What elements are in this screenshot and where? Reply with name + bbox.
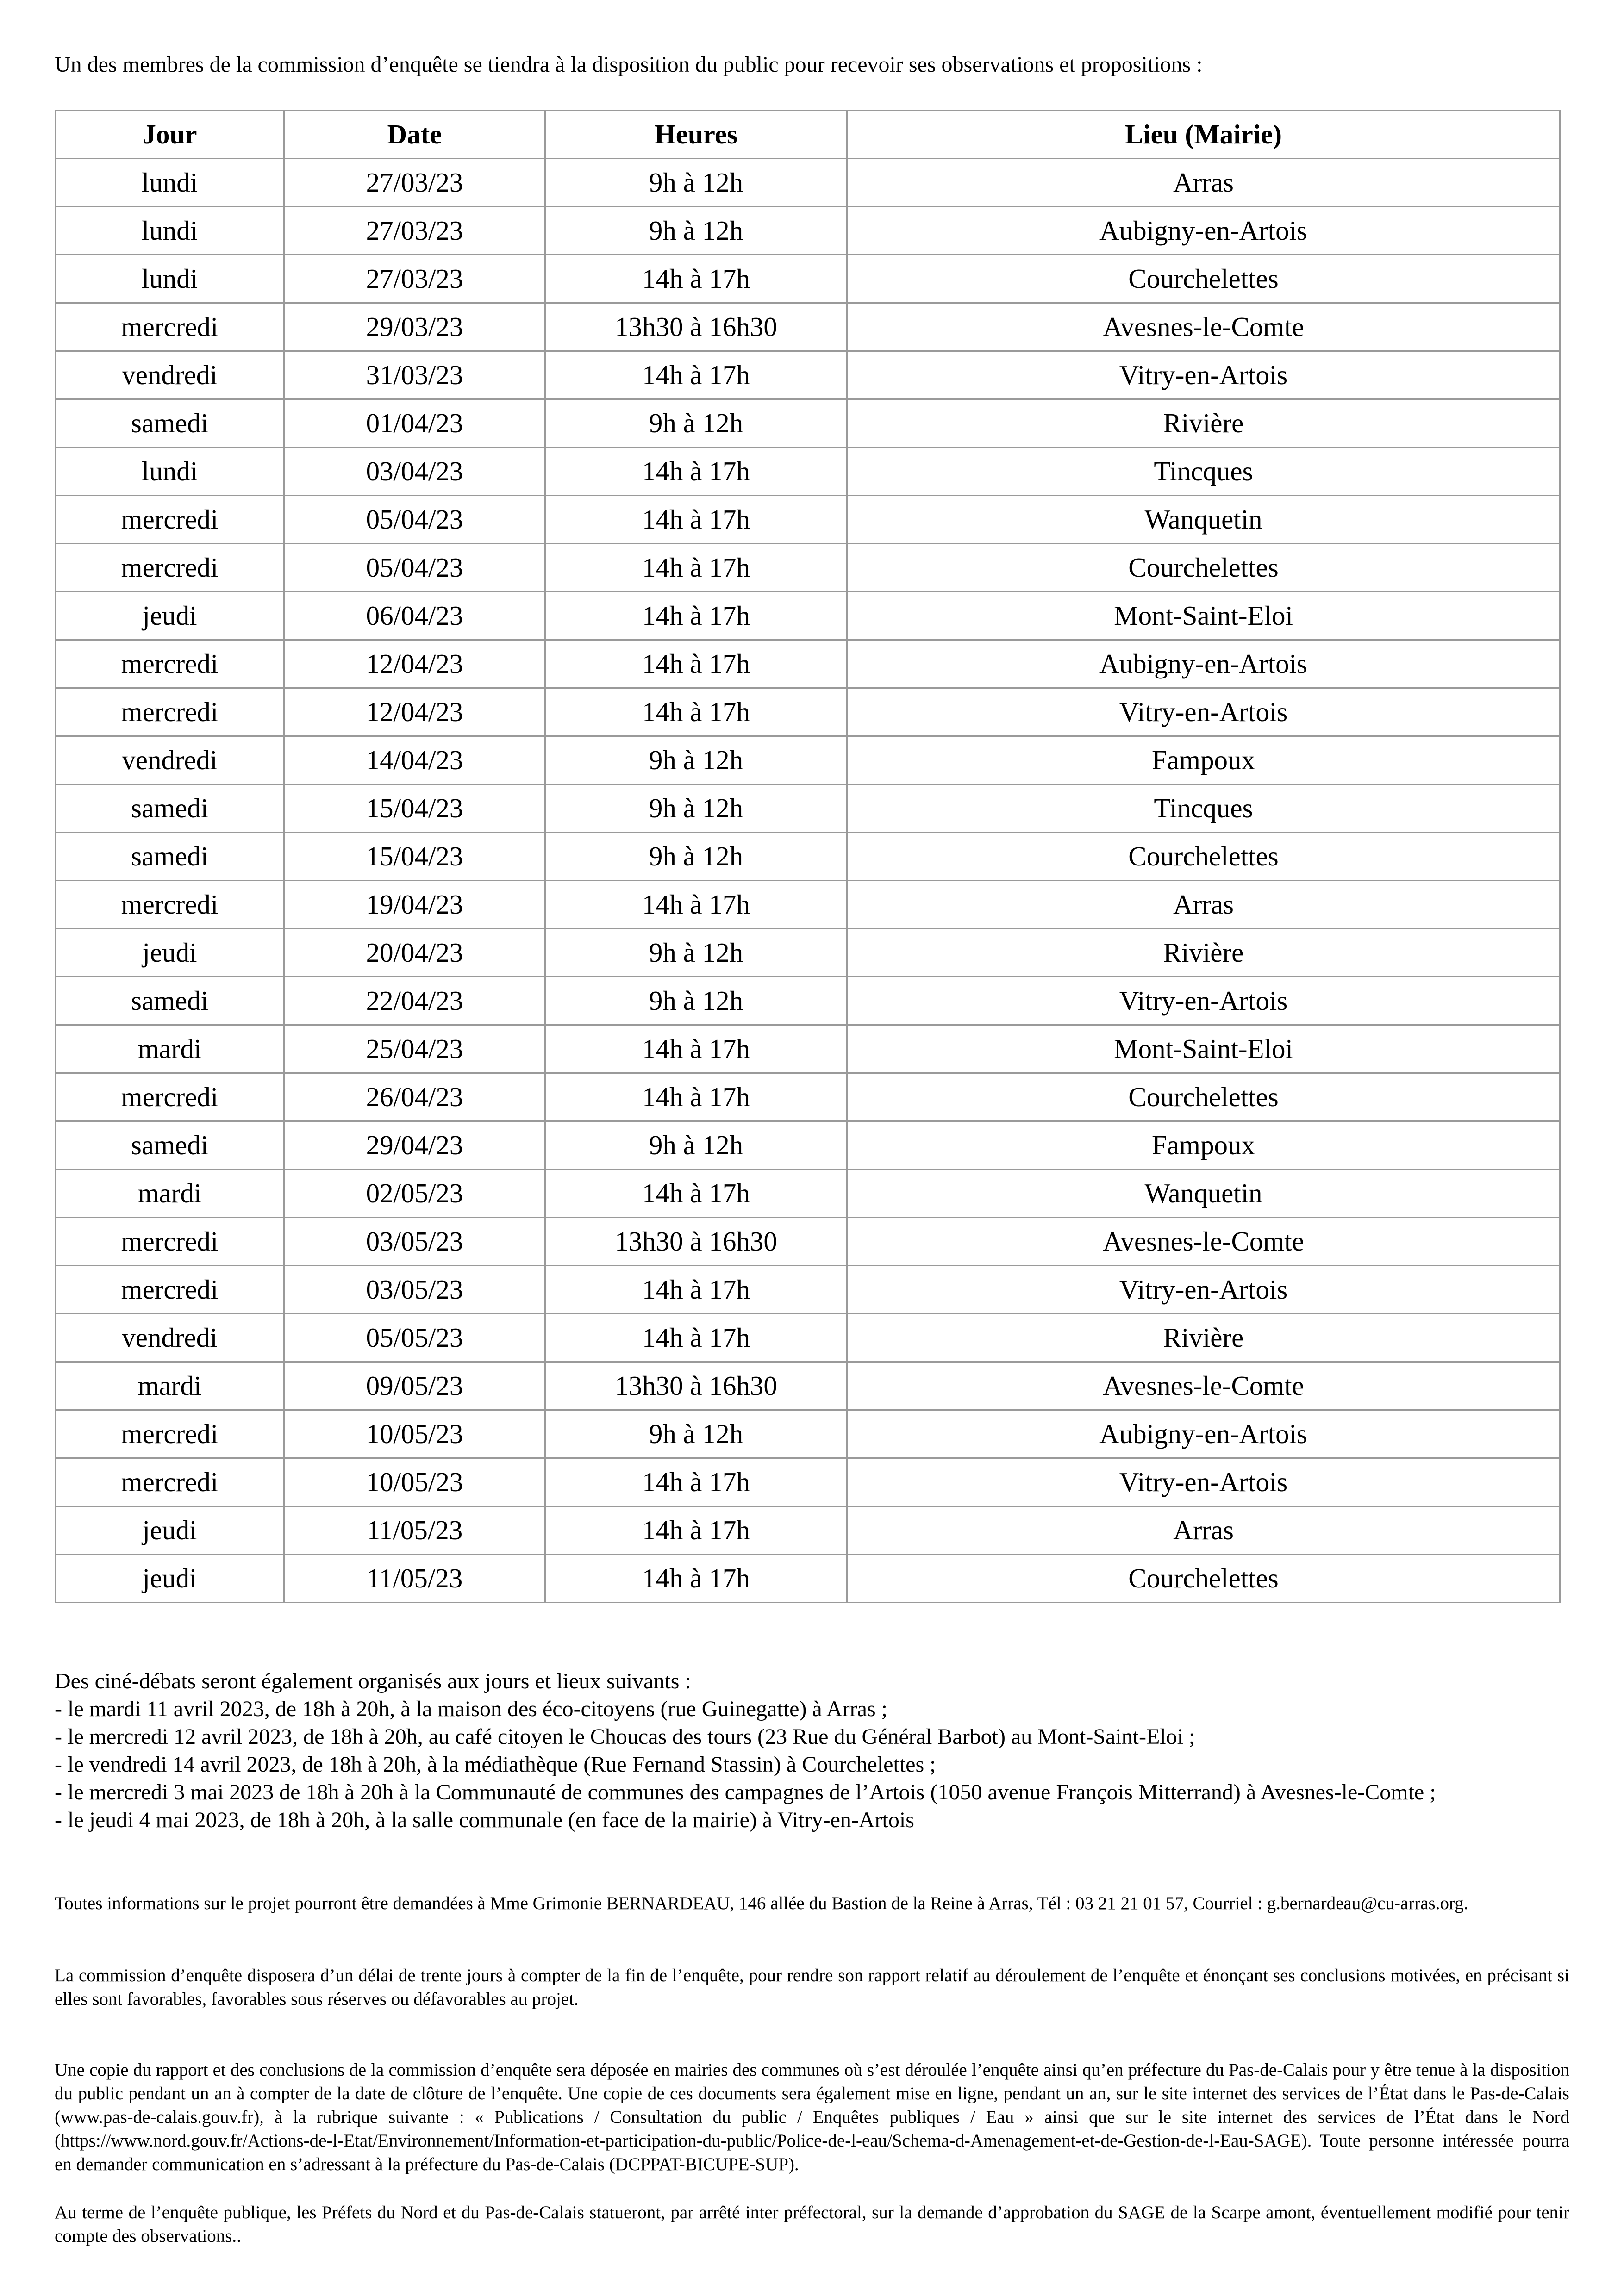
table-row: [56, 496, 1560, 544]
cell-date: 25/04/23: [284, 1025, 545, 1073]
cell-lieu: Courchelettes: [847, 1555, 1560, 1603]
cell-lieu: Mont-Saint-Eloi: [847, 1025, 1560, 1073]
cell-date: 14/04/23: [284, 736, 545, 784]
table-row: [56, 1506, 1560, 1555]
cine-item: - le mardi 11 avril 2023, de 18h à 20h, à la maison des éco-citoyens (rue Guinegatte) à Arras ;: [55, 1697, 887, 1721]
table-row: [56, 592, 1560, 640]
cell-jour: mercredi: [56, 640, 284, 688]
cell-lieu: Vitry-en-Artois: [847, 351, 1560, 399]
cell-jour: lundi: [56, 159, 284, 207]
table-row: [56, 1410, 1560, 1458]
cell-lieu: Rivière: [847, 929, 1560, 977]
cell-jour: samedi: [56, 977, 284, 1025]
copie-text: Une copie du rapport et des conclusions de la commission d’enquête sera déposée en mairies des communes où s’est déroulée l’enquête ainsi qu’en préfecture du Pas-de-Calais pour y être tenue à la disposition du public pendant un an à compter de la date de clôture de l’enquête. Une copie de ces documents sera également mise en ligne, pendant un an, sur le site internet des services de l’État dans le Pas-de-Calais (www.pas-de-calais.gouv.fr), à la rubrique suivante : « Publications / Consultation du public / Enquêtes publiques / Eau » ainsi que sur le site internet des services de l’État dans le Nord (https://www.nord.gouv.fr/Actions-de-l-Etat/Environnement/Information-et-participation-du-public/Police-de-l-eau/Schema-d-Amenagement-et-de-Gestion-de-l-Eau-SAGE). Toute personne intéressée pourra en demander communication en s’adressant à la préfecture du Pas-de-Calais (DCPPAT-BICUPE-SUP).: [55, 2060, 1569, 2174]
cell-lieu: Vitry-en-Artois: [847, 1266, 1560, 1314]
cell-date: 12/04/23: [284, 640, 545, 688]
cell-heures: 14h à 17h: [545, 1266, 847, 1314]
cell-date: 11/05/23: [284, 1506, 545, 1555]
cell-heures: 14h à 17h: [545, 592, 847, 640]
cell-heures: 9h à 12h: [545, 784, 847, 833]
terme-text: Au terme de l’enquête publique, les Préfets du Nord et du Pas-de-Calais statueront, par arrêté inter préfectoral, sur la demande d’approbation du SAGE de la Scarpe amont, éventuellement modifié pour tenir compte des observations..: [55, 2203, 1569, 2246]
table-row: [56, 640, 1560, 688]
cell-heures: 13h30 à 16h30: [545, 1218, 847, 1266]
cell-date: 05/04/23: [284, 544, 545, 592]
cell-heures: 9h à 12h: [545, 1121, 847, 1170]
table-row: [56, 881, 1560, 929]
cell-jour: mercredi: [56, 688, 284, 736]
table-row: [56, 1555, 1560, 1603]
cell-lieu: Vitry-en-Artois: [847, 977, 1560, 1025]
cell-heures: 14h à 17h: [545, 1170, 847, 1218]
cell-date: 06/04/23: [284, 592, 545, 640]
cell-date: 03/04/23: [284, 448, 545, 496]
cell-jour: mercredi: [56, 1266, 284, 1314]
cell-date: 01/04/23: [284, 399, 545, 448]
cell-lieu: Avesnes-le-Comte: [847, 303, 1560, 351]
cell-heures: 9h à 12h: [545, 833, 847, 881]
cell-lieu: Arras: [847, 881, 1560, 929]
cell-lieu: Vitry-en-Artois: [847, 1458, 1560, 1506]
table-row: [56, 1121, 1560, 1170]
cell-lieu: Wanquetin: [847, 1170, 1560, 1218]
cell-heures: 14h à 17h: [545, 544, 847, 592]
cell-lieu: Wanquetin: [847, 496, 1560, 544]
header-date: Date: [284, 111, 545, 159]
cell-lieu: Courchelettes: [847, 544, 1560, 592]
cell-lieu: Courchelettes: [847, 1073, 1560, 1121]
cell-date: 29/03/23: [284, 303, 545, 351]
table-row: [56, 977, 1560, 1025]
header-heures: Heures: [545, 111, 847, 159]
delai-paragraph: [55, 1964, 1569, 2011]
cine-item: - le mercredi 12 avril 2023, de 18h à 20h, au café citoyen le Choucas des tours (23 Rue du Général Barbot) au Mont-Saint-Eloi ;: [55, 1724, 1195, 1749]
cine-intro: Des ciné-débats seront également organisés aux jours et lieux suivants :: [55, 1669, 691, 1693]
cell-lieu: Avesnes-le-Comte: [847, 1218, 1560, 1266]
cell-date: 12/04/23: [284, 688, 545, 736]
table-row: [56, 1458, 1560, 1506]
cell-lieu: Tincques: [847, 784, 1560, 833]
cell-lieu: Rivière: [847, 399, 1560, 448]
cell-heures: 14h à 17h: [545, 688, 847, 736]
cell-jour: jeudi: [56, 929, 284, 977]
cell-lieu: Aubigny-en-Artois: [847, 1410, 1560, 1458]
table-row: [56, 688, 1560, 736]
cell-date: 05/05/23: [284, 1314, 545, 1362]
table-row: [56, 1218, 1560, 1266]
table-row: [56, 784, 1560, 833]
cell-date: 09/05/23: [284, 1362, 545, 1410]
cell-date: 26/04/23: [284, 1073, 545, 1121]
table-row: [56, 351, 1560, 399]
cell-heures: 14h à 17h: [545, 1314, 847, 1362]
table-row: [56, 207, 1560, 255]
cell-jour: vendredi: [56, 736, 284, 784]
table-body: [56, 159, 1560, 1603]
cell-date: 19/04/23: [284, 881, 545, 929]
copie-paragraph: [55, 2058, 1569, 2176]
contact-paragraph: [55, 1892, 1569, 1915]
table-row: [56, 1314, 1560, 1362]
cell-jour: jeudi: [56, 1506, 284, 1555]
cell-jour: mardi: [56, 1025, 284, 1073]
cell-lieu: Fampoux: [847, 736, 1560, 784]
intro-text: Un des membres de la commission d’enquête se tiendra à la disposition du public pour recevoir ses observations et propositions :: [55, 52, 1203, 77]
cell-jour: mercredi: [56, 1458, 284, 1506]
cell-jour: mercredi: [56, 1218, 284, 1266]
cell-date: 10/05/23: [284, 1410, 545, 1458]
cell-date: 27/03/23: [284, 207, 545, 255]
cell-date: 27/03/23: [284, 255, 545, 303]
cell-lieu: Tincques: [847, 448, 1560, 496]
cell-lieu: Courchelettes: [847, 833, 1560, 881]
table-row: [56, 159, 1560, 207]
cell-heures: 9h à 12h: [545, 207, 847, 255]
cell-date: 02/05/23: [284, 1170, 545, 1218]
cell-heures: 9h à 12h: [545, 399, 847, 448]
cell-heures: 14h à 17h: [545, 1555, 847, 1603]
cell-date: 10/05/23: [284, 1458, 545, 1506]
cell-jour: vendredi: [56, 1314, 284, 1362]
cell-heures: 14h à 17h: [545, 255, 847, 303]
cell-heures: 14h à 17h: [545, 1073, 847, 1121]
cell-date: 05/04/23: [284, 496, 545, 544]
header-jour: Jour: [56, 111, 284, 159]
permanence-table: [55, 110, 1561, 1603]
table-header-row: [56, 111, 1560, 159]
cell-jour: samedi: [56, 784, 284, 833]
cell-lieu: Aubigny-en-Artois: [847, 207, 1560, 255]
cell-heures: 13h30 à 16h30: [545, 303, 847, 351]
cell-date: 27/03/23: [284, 159, 545, 207]
cell-heures: 13h30 à 16h30: [545, 1362, 847, 1410]
cell-jour: mercredi: [56, 544, 284, 592]
cell-date: 11/05/23: [284, 1555, 545, 1603]
cell-jour: jeudi: [56, 592, 284, 640]
table-row: [56, 929, 1560, 977]
cell-date: 22/04/23: [284, 977, 545, 1025]
table-row: [56, 448, 1560, 496]
cell-heures: 14h à 17h: [545, 496, 847, 544]
table-row: [56, 255, 1560, 303]
cell-date: 29/04/23: [284, 1121, 545, 1170]
cell-date: 15/04/23: [284, 784, 545, 833]
cine-item: - le jeudi 4 mai 2023, de 18h à 20h, à la salle communale (en face de la mairie) à Vitry-en-Artois: [55, 1808, 914, 1832]
cell-lieu: Vitry-en-Artois: [847, 688, 1560, 736]
cell-lieu: Courchelettes: [847, 255, 1560, 303]
table-row: [56, 1073, 1560, 1121]
cell-heures: 9h à 12h: [545, 159, 847, 207]
cell-date: 03/05/23: [284, 1218, 545, 1266]
table-row: [56, 736, 1560, 784]
cell-heures: 14h à 17h: [545, 1506, 847, 1555]
delai-text: La commission d’enquête disposera d’un délai de trente jours à compter de la fin de l’enquête, pour rendre son rapport relatif au déroulement de l’enquête et énonçant ses conclusions motivées, en précisant si elles sont favorables, favorables sous réserves ou défavorables au projet.: [55, 1966, 1569, 2009]
cell-lieu: Mont-Saint-Eloi: [847, 592, 1560, 640]
cine-item: - le mercredi 3 mai 2023 de 18h à 20h à la Communauté de communes des campagnes de l’Artois (1050 avenue François Mitterrand) à Avesnes-le-Comte ;: [55, 1780, 1436, 1804]
cell-jour: samedi: [56, 833, 284, 881]
cell-heures: 9h à 12h: [545, 736, 847, 784]
cell-date: 20/04/23: [284, 929, 545, 977]
table-row: [56, 833, 1560, 881]
cell-jour: jeudi: [56, 1555, 284, 1603]
cell-heures: 14h à 17h: [545, 881, 847, 929]
table-row: [56, 1025, 1560, 1073]
header-lieu: Lieu (Mairie): [847, 111, 1560, 159]
cell-jour: mercredi: [56, 1073, 284, 1121]
table-row: [56, 1362, 1560, 1410]
cell-heures: 14h à 17h: [545, 448, 847, 496]
cell-heures: 14h à 17h: [545, 1025, 847, 1073]
cine-item: - le vendredi 14 avril 2023, de 18h à 20h, à la médiathèque (Rue Fernand Stassin) à Courchelettes ;: [55, 1752, 936, 1777]
cell-lieu: Arras: [847, 159, 1560, 207]
table-row: [56, 399, 1560, 448]
cell-jour: samedi: [56, 399, 284, 448]
cell-jour: mercredi: [56, 496, 284, 544]
cell-heures: 9h à 12h: [545, 929, 847, 977]
cell-jour: mardi: [56, 1362, 284, 1410]
cell-heures: 9h à 12h: [545, 1410, 847, 1458]
cell-lieu: Arras: [847, 1506, 1560, 1555]
cell-jour: mardi: [56, 1170, 284, 1218]
contact-text: Toutes informations sur le projet pourront être demandées à Mme Grimonie BERNARDEAU, 146 allée du Bastion de la Reine à Arras, Tél : 03 21 21 01 57, Courriel : g.bernardeau@cu-arras.org.: [55, 1893, 1468, 1913]
cell-heures: 14h à 17h: [545, 351, 847, 399]
cell-date: 31/03/23: [284, 351, 545, 399]
cell-lieu: Aubigny-en-Artois: [847, 640, 1560, 688]
table-row: [56, 303, 1560, 351]
cell-jour: mercredi: [56, 1410, 284, 1458]
cell-jour: lundi: [56, 255, 284, 303]
cell-lieu: Fampoux: [847, 1121, 1560, 1170]
cell-jour: lundi: [56, 207, 284, 255]
cell-jour: vendredi: [56, 351, 284, 399]
cine-debats-section: [55, 1668, 1569, 1834]
cell-jour: mercredi: [56, 303, 284, 351]
cell-jour: samedi: [56, 1121, 284, 1170]
cell-date: 15/04/23: [284, 833, 545, 881]
cell-jour: lundi: [56, 448, 284, 496]
cell-heures: 14h à 17h: [545, 1458, 847, 1506]
terme-paragraph: [55, 2201, 1569, 2248]
cell-lieu: Avesnes-le-Comte: [847, 1362, 1560, 1410]
cell-lieu: Rivière: [847, 1314, 1560, 1362]
cell-heures: 14h à 17h: [545, 640, 847, 688]
cell-date: 03/05/23: [284, 1266, 545, 1314]
cell-jour: mercredi: [56, 881, 284, 929]
table-row: [56, 1170, 1560, 1218]
table-row: [56, 544, 1560, 592]
cell-heures: 9h à 12h: [545, 977, 847, 1025]
table-row: [56, 1266, 1560, 1314]
